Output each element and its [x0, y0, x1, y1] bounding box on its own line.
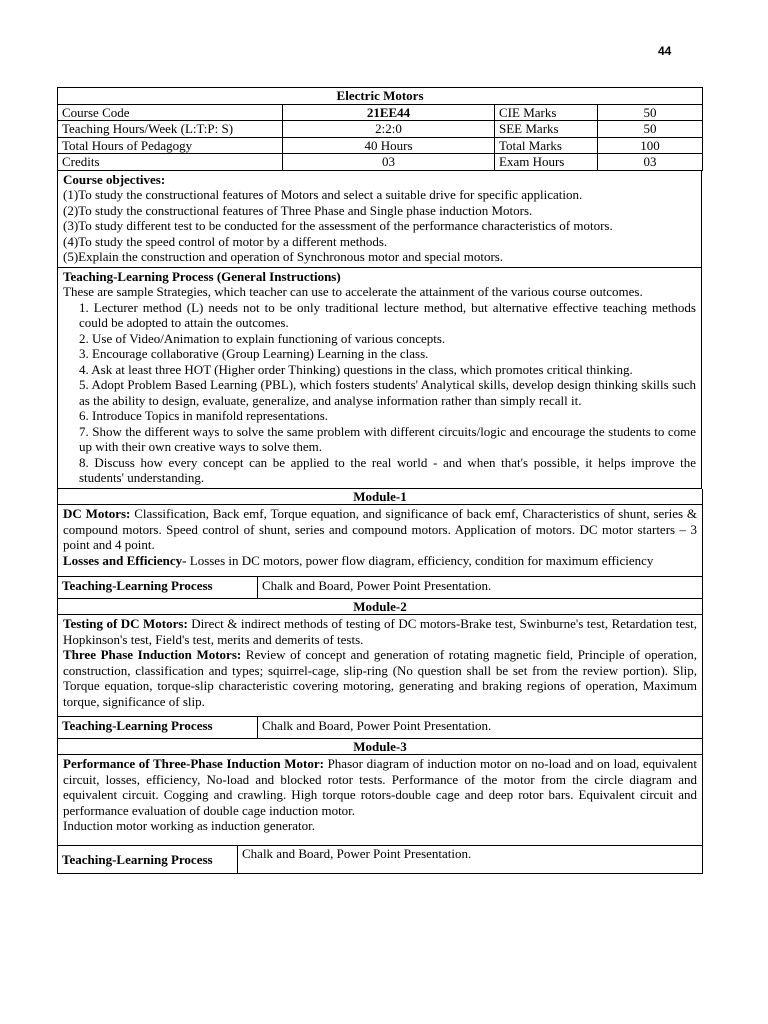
module-table: [57, 739, 703, 875]
tlp-intro: These are sample Strategies, which teacher can use to accelerate the attainment of the various course outcomes.: [63, 284, 643, 299]
info-label: Total Hours of Pedagogy: [58, 137, 283, 154]
info-value-2: 100: [598, 137, 703, 154]
page-number: 44: [658, 44, 672, 58]
topic-text: Phasor diagram of induction motor on no-load and on load, equivalent circuit, losses, efficiency, No-load and blocked rotor tests. Performance of the motor from the circle diagram and equivalent circuit. Cogging and crawling. High torque rotors-double cage and deep rotor bars. Equivalent circuit and performance evaluation of double cage induction motor.: [63, 756, 698, 818]
tlp-label: Teaching-Learning Process: [58, 717, 258, 739]
tlp-label: Teaching-Learning Process: [58, 845, 238, 874]
list-item: 1. Lecturer method (L) needs not to be only traditional lecture method, but alternative effective teaching methods could be adopted to attain the outcomes.: [79, 299, 696, 330]
objective-item: (5)Explain the construction and operation of Synchronous motor and special motors.: [63, 249, 504, 264]
info-label-2: Exam Hours: [495, 154, 598, 171]
syllabus-table: [57, 87, 702, 874]
topic-lead: Losses and Efficiency-: [63, 552, 187, 568]
info-label: Course Code: [58, 104, 283, 121]
list-item: 2. Use of Video/Animation to explain functioning of various concepts.: [79, 330, 446, 346]
tlp-value: Chalk and Board, Power Point Presentation.: [258, 717, 703, 739]
topic-lead: Three Phase Induction Motors:: [63, 647, 242, 662]
teaching-learning-general: [58, 267, 702, 488]
tlp-strategy-list: [63, 300, 696, 486]
list-item: 8. Discuss how every concept can be applied to the real world - and when that's possible, it helps improve the students' understanding.: [79, 454, 696, 485]
tlp-heading: Teaching-Learning Process (General Instructions): [63, 268, 341, 284]
info-label: Teaching Hours/Week (L:T:P: S): [58, 121, 283, 138]
topic-text: Direct & indirect methods of testing of DC motors-Brake test, Swinburne's test, Retardation test, Hopkinson's test, Field's test, merits and demerits of tests.: [63, 616, 698, 647]
topic-text: Review of concept and generation of rotating magnetic field, Principle of operation, construction, classification and types; squirrel-cage, slip-ring (No question shall be set from the review portion). Slip, Torque equation, torque-slip characteristic covering motoring, generating and braking regions of operation, Maximum torque, significance of slip.: [63, 647, 698, 709]
topic-lead: Testing of DC Motors:: [63, 616, 188, 631]
module-content: [58, 615, 703, 717]
topic-text: Losses in DC motors, power flow diagram, efficiency, condition for maximum efficiency: [186, 552, 654, 568]
module-title: Module-2: [58, 599, 703, 615]
list-item: 7. Show the different ways to solve the same problem with different circuits/logic and encourage the students to come up with their own creative ways to solve them.: [79, 423, 696, 454]
topic-lead: Performance of Three-Phase Induction Motor:: [63, 756, 324, 771]
module-title: Module-3: [58, 739, 703, 755]
info-label-2: Total Marks: [495, 137, 598, 154]
module-table: [57, 489, 703, 599]
objective-item: (4)To study the speed control of motor by a different methods.: [63, 233, 388, 249]
list-item: 4. Ask at least three HOT (Higher order Thinking) questions in the class, which promotes critical thinking.: [79, 361, 633, 377]
objective-item: (3)To study different test to be conducted for the assessment of the performance characteristics of motors.: [63, 218, 613, 233]
list-item: 5. Adopt Problem Based Learning (PBL), which fosters students' Analytical skills, develop design thinking skills such as the ability to design, evaluate, generalize, and analyse information rather than simply recall it.: [79, 377, 696, 408]
info-label-2: SEE Marks: [495, 121, 598, 138]
module-table: [57, 599, 703, 739]
course-objectives: [58, 171, 702, 268]
info-value: 2:2:0: [283, 121, 495, 138]
list-item: 6. Introduce Topics in manifold representations.: [79, 408, 329, 423]
objectives-table: [57, 171, 702, 489]
info-value-2: 50: [598, 121, 703, 138]
course-title: Electric Motors: [58, 88, 703, 105]
list-item: 3. Encourage collaborative (Group Learning) Learning in the class.: [79, 346, 429, 361]
tlp-value: Chalk and Board, Power Point Presentation.: [258, 577, 703, 599]
info-row: [58, 104, 703, 121]
objectives-heading: Course objectives:: [63, 171, 166, 187]
module-title: Module-1: [58, 489, 703, 505]
info-value: 03: [283, 154, 495, 171]
info-label-2: CIE Marks: [495, 104, 598, 121]
info-row: [58, 137, 703, 154]
module-content: [58, 505, 703, 577]
module-content: [58, 755, 703, 846]
info-value: 40 Hours: [283, 137, 495, 154]
info-row: [58, 154, 703, 171]
objective-item: (1)To study the constructional features of Motors and select a suitable drive for specific application.: [63, 187, 583, 202]
info-value-2: 03: [598, 154, 703, 171]
tlp-label: Teaching-Learning Process: [58, 577, 258, 599]
topic-text: Classification, Back emf, Torque equation, and significance of back emf, Characteristics of shunt, series & compound motors. Speed control of shunt, series and compound motors. Application of motors. DC motor starters – 3 point and 4 point.: [63, 506, 698, 552]
topic-text: Induction motor working as induction generator.: [63, 818, 316, 833]
objective-item: (2)To study the constructional features of Three Phase and Single phase induction Motors.: [63, 202, 533, 218]
topic-lead: DC Motors:: [63, 506, 131, 521]
info-value: 21EE44: [283, 104, 495, 121]
info-row: [58, 121, 703, 138]
tlp-value: Chalk and Board, Power Point Presentation.: [238, 845, 703, 874]
course-info-table: [57, 87, 703, 171]
info-label: Credits: [58, 154, 283, 171]
info-value-2: 50: [598, 104, 703, 121]
